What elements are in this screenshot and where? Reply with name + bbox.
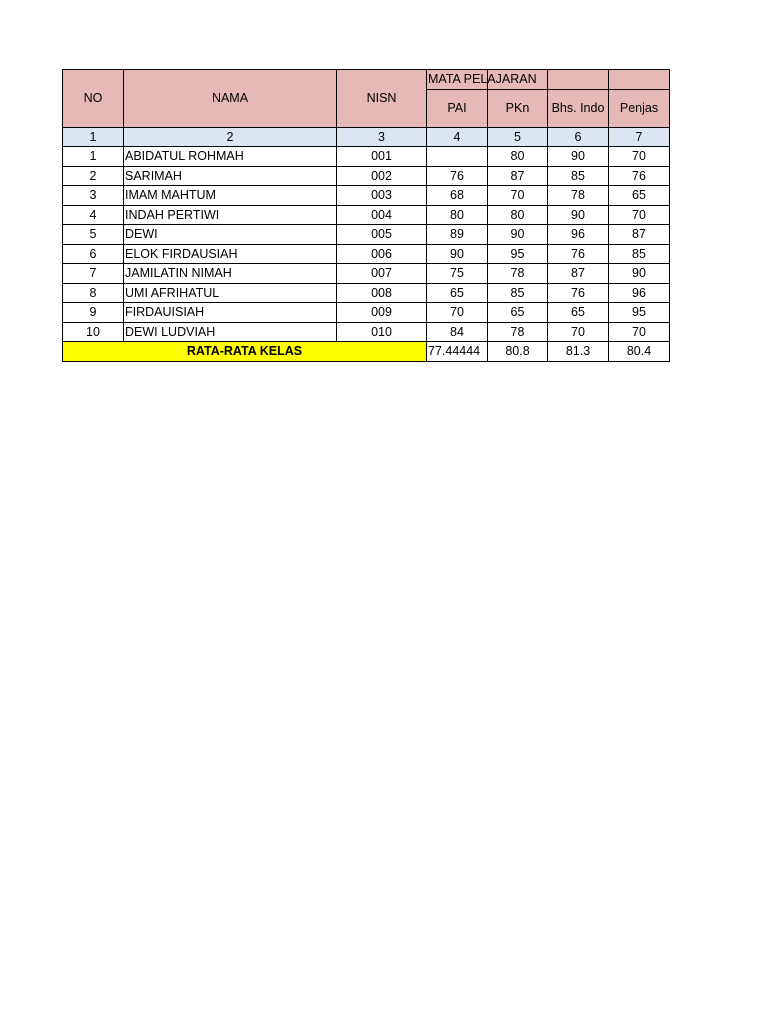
cell-bhs-indo[interactable]: 85 [548, 166, 609, 186]
cell-nama[interactable]: ABIDATUL ROHMAH [124, 147, 337, 167]
average-bhs-indo[interactable]: 81.3 [548, 342, 609, 362]
table-row [63, 166, 670, 186]
cell-bhs-indo[interactable]: 65 [548, 303, 609, 323]
cell-no[interactable]: 8 [63, 283, 124, 303]
cell-penjas[interactable]: 87 [609, 225, 670, 245]
average-pai[interactable]: 77.44444 [427, 342, 488, 362]
cell-pkn[interactable]: 70 [488, 186, 548, 206]
cell-pkn[interactable]: 78 [488, 322, 548, 342]
cell-nisn[interactable]: 007 [337, 264, 427, 284]
cell-nisn[interactable]: 010 [337, 322, 427, 342]
cell-no[interactable]: 4 [63, 205, 124, 225]
cell-no[interactable]: 9 [63, 303, 124, 323]
average-row [63, 342, 670, 362]
cell-nisn[interactable]: 001 [337, 147, 427, 167]
column-index-cell[interactable]: 6 [548, 127, 609, 147]
cell-penjas[interactable]: 90 [609, 264, 670, 284]
average-label[interactable]: RATA-RATA KELAS [63, 342, 427, 362]
header-nama[interactable]: NAMA [124, 70, 337, 128]
cell-penjas[interactable]: 76 [609, 166, 670, 186]
header-mata-pelajaran: MATA PELAJARAN [428, 72, 537, 86]
cell-nisn[interactable]: 004 [337, 205, 427, 225]
table-row [63, 147, 670, 167]
cell-penjas[interactable]: 95 [609, 303, 670, 323]
cell-pkn[interactable]: 85 [488, 283, 548, 303]
cell-penjas[interactable]: 65 [609, 186, 670, 206]
table-row [63, 186, 670, 206]
cell-bhs-indo[interactable]: 96 [548, 225, 609, 245]
column-index-cell[interactable]: 2 [124, 127, 337, 147]
cell-nama[interactable]: SARIMAH [124, 166, 337, 186]
column-index-cell[interactable]: 5 [488, 127, 548, 147]
cell-bhs-indo[interactable]: 70 [548, 322, 609, 342]
cell-penjas[interactable]: 96 [609, 283, 670, 303]
cell-no[interactable]: 3 [63, 186, 124, 206]
header-row-top [63, 70, 670, 90]
header-empty-cell[interactable] [548, 70, 609, 90]
header-subject-pai[interactable]: PAI [427, 89, 488, 127]
cell-pkn[interactable]: 65 [488, 303, 548, 323]
average-penjas[interactable]: 80.4 [609, 342, 670, 362]
cell-pkn[interactable]: 80 [488, 205, 548, 225]
header-mata-pelajaran-cell[interactable] [427, 70, 537, 90]
cell-pkn[interactable]: 90 [488, 225, 548, 245]
cell-nisn[interactable]: 009 [337, 303, 427, 323]
cell-nisn[interactable]: 003 [337, 186, 427, 206]
column-index-cell[interactable]: 1 [63, 127, 124, 147]
cell-no[interactable]: 7 [63, 264, 124, 284]
cell-nama[interactable]: IMAM MAHTUM [124, 186, 337, 206]
cell-nama[interactable]: DEWI [124, 225, 337, 245]
table-body [63, 70, 670, 362]
column-index-row [63, 127, 670, 147]
cell-penjas[interactable]: 70 [609, 147, 670, 167]
column-index-cell[interactable]: 7 [609, 127, 670, 147]
cell-bhs-indo[interactable]: 76 [548, 283, 609, 303]
cell-bhs-indo[interactable]: 78 [548, 186, 609, 206]
cell-no[interactable]: 5 [63, 225, 124, 245]
cell-no[interactable]: 10 [63, 322, 124, 342]
cell-nisn[interactable]: 006 [337, 244, 427, 264]
cell-bhs-indo[interactable]: 90 [548, 147, 609, 167]
cell-nama[interactable]: UMI AFRIHATUL [124, 283, 337, 303]
cell-nama[interactable]: INDAH PERTIWI [124, 205, 337, 225]
cell-pai[interactable] [427, 147, 488, 167]
cell-nisn[interactable]: 008 [337, 283, 427, 303]
cell-pai[interactable]: 68 [427, 186, 488, 206]
cell-nisn[interactable]: 005 [337, 225, 427, 245]
cell-pkn[interactable]: 78 [488, 264, 548, 284]
cell-penjas[interactable]: 70 [609, 322, 670, 342]
cell-nama[interactable]: DEWI LUDVIAH [124, 322, 337, 342]
cell-bhs-indo[interactable]: 76 [548, 244, 609, 264]
cell-penjas[interactable]: 70 [609, 205, 670, 225]
cell-pai[interactable]: 76 [427, 166, 488, 186]
header-subject-penjas[interactable]: Penjas [609, 89, 670, 127]
cell-pkn[interactable]: 95 [488, 244, 548, 264]
cell-nisn[interactable]: 002 [337, 166, 427, 186]
cell-pkn[interactable]: 87 [488, 166, 548, 186]
cell-pai[interactable]: 70 [427, 303, 488, 323]
header-subject-pkn[interactable]: PKn [488, 89, 548, 127]
cell-pai[interactable]: 75 [427, 264, 488, 284]
table-row [63, 225, 670, 245]
column-index-cell[interactable]: 3 [337, 127, 427, 147]
cell-nama[interactable]: ELOK FIRDAUSIAH [124, 244, 337, 264]
cell-nama[interactable]: JAMILATIN NIMAH [124, 264, 337, 284]
cell-no[interactable]: 1 [63, 147, 124, 167]
cell-penjas[interactable]: 85 [609, 244, 670, 264]
header-subject-bhs-indo[interactable]: Bhs. Indo [548, 89, 609, 127]
table-row [63, 205, 670, 225]
cell-pai[interactable]: 90 [427, 244, 488, 264]
cell-bhs-indo[interactable]: 90 [548, 205, 609, 225]
average-pkn[interactable]: 80.8 [488, 342, 548, 362]
cell-pai[interactable]: 80 [427, 205, 488, 225]
grade-table [62, 69, 670, 362]
cell-pkn[interactable]: 80 [488, 147, 548, 167]
table-row [63, 283, 670, 303]
cell-nama[interactable]: FIRDAUISIAH [124, 303, 337, 323]
cell-no[interactable]: 6 [63, 244, 124, 264]
column-index-cell[interactable]: 4 [427, 127, 488, 147]
table-row [63, 303, 670, 323]
table-row [63, 244, 670, 264]
header-nisn[interactable]: NISN [337, 70, 427, 128]
header-empty-cell[interactable] [609, 70, 670, 90]
header-no[interactable]: NO [63, 70, 124, 128]
cell-pai[interactable]: 89 [427, 225, 488, 245]
cell-bhs-indo[interactable]: 87 [548, 264, 609, 284]
cell-no[interactable]: 2 [63, 166, 124, 186]
cell-pai[interactable]: 84 [427, 322, 488, 342]
table-row [63, 264, 670, 284]
table-row [63, 322, 670, 342]
cell-pai[interactable]: 65 [427, 283, 488, 303]
